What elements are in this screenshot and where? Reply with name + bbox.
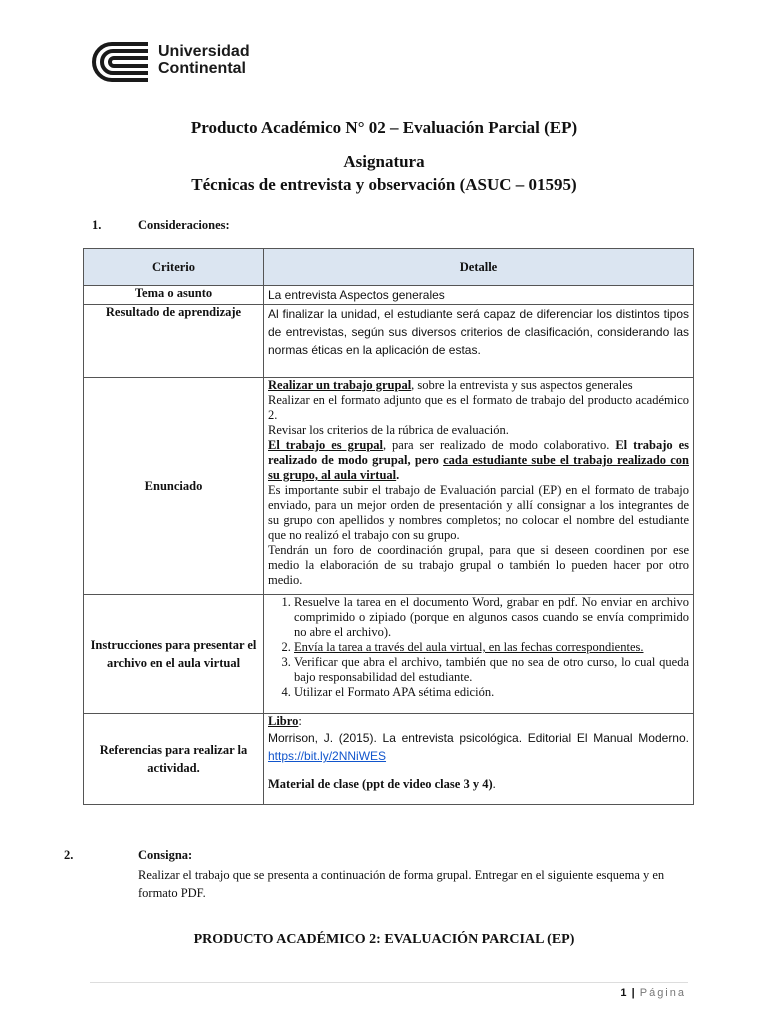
enunciado-p6: Tendrán un foro de coordinación grupal, para que si deseen coordinen por ese medio la elaboración de su trabajo grupal o también lo pueden hacer por otro medio. (268, 543, 689, 587)
resultado-value: Al finalizar la unidad, el estudiante será capaz de diferenciar los distintos tipos de entrevistas, según sus diversos criterios de clasificación, considerando las normas éticas en la aplicación de estas. (264, 305, 694, 378)
section1-title: Consideraciones: (138, 218, 230, 232)
section1-number: 1. (92, 218, 102, 232)
table-header-row (84, 249, 694, 286)
university-logo (90, 40, 260, 86)
instrucciones-value (264, 595, 694, 714)
list-item: 3. Verificar que abra el archivo, también que no sea de otro curso, lo cual queda bajo responsabilidad del estudiante. (294, 655, 689, 685)
libro-label: Libro: (268, 714, 302, 728)
resultado-label: Resultado de aprendizaje (84, 305, 264, 378)
material-line: Material de clase (ppt de video clase 3 y 4). (268, 777, 496, 791)
subject-heading: Asignatura (343, 152, 425, 171)
table-row-tema (84, 286, 694, 305)
page-title: Producto Académico N° 02 – Evaluación Parcial (EP) (190, 118, 578, 137)
page-label: Página (639, 987, 686, 999)
footer-divider (90, 982, 688, 983)
considerations-table (83, 248, 694, 805)
col-criterio: Criterio (84, 249, 264, 286)
enunciado-p2: Realizar en el formato adjunto que es el formato de trabajo del producto académico 2. (268, 393, 689, 422)
table-row-referencias (84, 714, 694, 805)
referencias-value (264, 714, 694, 805)
enunciado-value (264, 378, 694, 595)
product-heading: PRODUCTO ACADÉMICO 2: EVALUACIÓN PARCIAL (EP) (193, 932, 575, 947)
instrucciones-list (268, 595, 689, 700)
page-number: 1 (620, 987, 627, 999)
referencias-label: Referencias para realizar la actividad. (84, 714, 264, 805)
instrucciones-label: Instrucciones para presentar el archivo en el aula virtual (84, 595, 264, 714)
table-row-resultado (84, 305, 694, 378)
list-item: 4. Utilizar el Formato APA sétima edición. (294, 685, 689, 700)
enunciado-p4: El trabajo es grupal, para ser realizado de modo colaborativo. El trabajo es realizado de modo grupal, pero cada estudiante sube el trabajo realizado con su grupo, al aula virtual. (268, 438, 689, 482)
enunciado-label: Enunciado (84, 378, 264, 595)
subject-name: Técnicas de entrevista y observación (ASUC – 01595) (191, 175, 577, 194)
col-detalle: Detalle (264, 249, 694, 286)
list-item: 1. Resuelve la tarea en el documento Word, grabar en pdf. No enviar en archivo comprimido o zipiado (porque en algunos casos cuando se envía comprimido no abre el archivo). (294, 595, 689, 640)
list-item: 2. Envía la tarea a través del aula virtual, en las fechas correspondientes. (294, 640, 689, 655)
page-footer (620, 987, 686, 999)
university-name: Universidad Continental (158, 43, 250, 77)
university-logo-icon (90, 40, 150, 84)
enunciado-p5: Es importante subir el trabajo de Evaluación parcial (EP) en el formato de trabajo enviado, para un mejor orden de presentación y allí consignar a los integrantes de su grupo con apellidos y nombres completos; no colocar el nombre del estudiante que no realizó el trabajo con su grupo. (268, 483, 689, 542)
reference-entry: Morrison, J. (2015). La entrevista psicológica. Editorial El Manual Moderno. https://bit.ly/2NNiWES (268, 731, 689, 763)
tema-label: Tema o asunto (84, 286, 264, 305)
table-row-instrucciones (84, 595, 694, 714)
tema-value: La entrevista Aspectos generales (264, 286, 694, 305)
enunciado-p1: Realizar un trabajo grupal, sobre la entrevista y sus aspectos generales (268, 378, 633, 392)
section2-text: Realizar el trabajo que se presenta a continuación de forma grupal. Entregar en el siguiente esquema y en formato PDF. (138, 868, 665, 900)
section2-title: Consigna: (138, 848, 193, 862)
footer-separator: | (631, 987, 635, 999)
section2-number: 2. (64, 848, 74, 862)
reference-link[interactable]: https://bit.ly/2NNiWES (268, 749, 387, 763)
enunciado-p3: Revisar los criterios de la rúbrica de evaluación. (268, 423, 509, 437)
table-row-enunciado (84, 378, 694, 595)
